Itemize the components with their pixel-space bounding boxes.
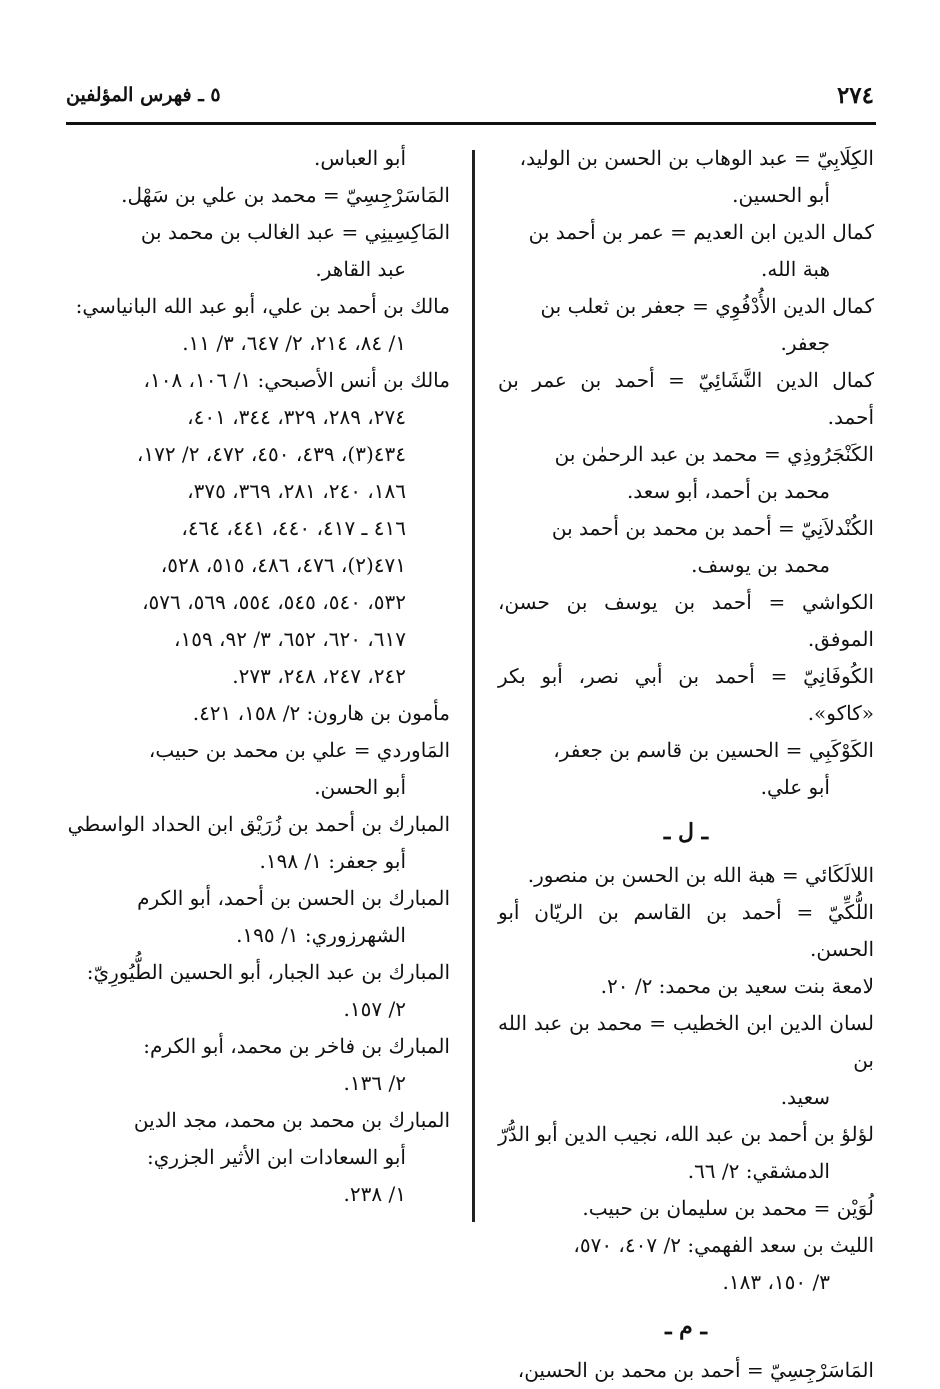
entry-line: كمال الدين الأُدْفُوِي = جعفر بن ثعلب بن: [540, 294, 874, 318]
column-divider: [472, 150, 475, 1222]
section-heading-lam: ـ ل ـ: [663, 819, 709, 845]
entry-line: سعيد.: [780, 1085, 830, 1109]
section-heading-mim: ـ م ـ: [665, 1314, 707, 1340]
entry-line: مالك بن أحمد بن علي، أبو عبد الله البانياسي:: [75, 294, 450, 318]
index-entry: [66, 806, 450, 880]
index-entry: [498, 436, 874, 510]
header-rule: [66, 122, 876, 125]
index-entry: [498, 510, 874, 584]
index-entry: [498, 857, 874, 894]
entry-line: ١/ ٨٤، ٢١٤، ٢/ ٦٤٧، ٣/ ١١.: [182, 331, 406, 355]
entry-line: المبارك بن أحمد بن زُرَيْق ابن الحداد الواسطي: [67, 812, 450, 836]
entry-line: المبارك بن الحسن بن أحمد، أبو الكرم: [137, 886, 450, 910]
entry-line: مأمون بن هارون: ٢/ ١٥٨، ٤٢١.: [192, 701, 450, 725]
index-entry: [498, 584, 874, 658]
entry-line: المَاكِسِينِي = عبد الغالب بن محمد بن: [140, 220, 450, 244]
entry-line: أبو جعفر: ١/ ١٩٨.: [259, 849, 406, 873]
entry-line: كمال الدين ابن العديم = عمر بن أحمد بن: [528, 220, 874, 244]
entry-line: محمد بن يوسف.: [691, 553, 830, 577]
entry-line: محمد بن أحمد، أبو سعد.: [626, 479, 830, 503]
index-entry: [498, 968, 874, 1005]
index-entry: [66, 695, 450, 732]
page-number: ٢٧٤: [836, 82, 874, 109]
entry-line: ٦١٧، ٦٢٠، ٦٥٢، ٣/ ٩٢، ١٥٩،: [174, 627, 406, 651]
entry-line: مالك بن أنس الأصبحي: ١/ ١٠٦، ١٠٨،: [143, 368, 450, 392]
entry-line: ٢٤٢، ٢٤٧، ٢٤٨، ٢٧٣.: [232, 664, 406, 688]
index-entry: [498, 1116, 874, 1190]
index-entry: [498, 894, 874, 968]
entry-line: ٤٣٤(٣)، ٤٣٩، ٤٥٠، ٤٧٢، ٢/ ١٧٢،: [136, 442, 406, 466]
entry-line: أبو العباس.: [313, 146, 406, 170]
index-entry: [498, 1005, 874, 1116]
entry-line: ١٨٦، ٢٤٠، ٢٨١، ٣٦٩، ٣٧٥،: [187, 479, 406, 503]
index-entry: [66, 177, 450, 214]
entry-line: الليث بن سعد الفهمي: ٢/ ٤٠٧، ٥٧٠،: [573, 1233, 874, 1257]
entry-line: ١/ ٢٣٨.: [343, 1182, 406, 1206]
entry-line: أبو علي.: [760, 775, 830, 799]
entry-line: الكِلَابِيّ = عبد الوهاب بن الحسن بن الوليد،: [519, 146, 874, 170]
entry-line: الشهرزوري: ١/ ١٩٥.: [236, 923, 406, 947]
index-entry: [66, 954, 450, 1028]
entry-line: الكُوفَانِيّ = أحمد بن أبي نصر، أبو بكر «كاكو».: [498, 664, 874, 725]
entry-line: ٤٧١(٢)، ٤٧٦، ٤٨٦، ٥١٥، ٥٢٨،: [160, 553, 406, 577]
index-entry: [498, 658, 874, 732]
index-entry: [498, 140, 874, 214]
index-entry: [66, 362, 450, 695]
entry-line: المبارك بن محمد بن محمد، مجد الدين: [133, 1108, 450, 1132]
index-entry: [498, 1190, 874, 1227]
entry-line: عبد القاهر.: [315, 257, 406, 281]
left-column: [66, 140, 450, 1213]
entry-line: ٢٧٤، ٢٨٩، ٣٢٩، ٣٤٤، ٤٠١،: [187, 405, 406, 429]
index-entry: [66, 732, 450, 806]
entry-line: المَاوردي = علي بن محمد بن حبيب،: [148, 738, 450, 762]
entry-line: الكَنْجَرُوذِي = محمد بن عبد الرحمٰن بن: [554, 442, 874, 466]
running-title: ٥ ـ فهرس المؤلفين: [66, 84, 221, 106]
entry-line: أبو الحسين.: [732, 183, 830, 207]
index-entry: [66, 140, 450, 177]
index-entry: [66, 880, 450, 954]
entry-line: ٣/ ١٥٠، ١٨٣.: [722, 1270, 830, 1294]
index-entry: [66, 1102, 450, 1213]
index-entry: [498, 214, 874, 288]
index-entry: [498, 362, 874, 436]
index-entry: [498, 1352, 874, 1389]
entry-line: المَاسَرْجِسِيّ = أحمد بن محمد بن الحسين،: [517, 1358, 874, 1382]
entry-line: ٢/ ١٥٧.: [343, 997, 406, 1021]
entry-line: أبو الحسن.: [314, 775, 406, 799]
entry-line: ٢/ ١٣٦.: [343, 1071, 406, 1095]
entry-line: المبارك بن عبد الجبار، أبو الحسين الطُّيُورِيّ:: [86, 960, 450, 984]
entry-line: لؤلؤ بن أحمد بن عبد الله، نجيب الدين أبو الدُّرّ: [498, 1122, 874, 1146]
index-entry: [66, 288, 450, 362]
entry-line: هبة الله.: [760, 257, 830, 281]
index-entry: [66, 1028, 450, 1102]
entry-line: اللُّكِّيّ = أحمد بن القاسم بن الريّان أبو الحسن.: [498, 900, 874, 961]
entry-line: الكواشي = أحمد بن يوسف بن حسن، الموفق.: [498, 590, 874, 651]
entry-line: كمال الدين النَّشَائِيّ = أحمد بن عمر بن أحمد.: [498, 368, 874, 429]
entry-line: المبارك بن فاخر بن محمد، أبو الكرم:: [143, 1034, 450, 1058]
entry-line: المَاسَرْجِسِيّ = محمد بن علي بن سَهْل.: [121, 183, 450, 207]
page-header: [66, 82, 874, 116]
entry-line: الكَوْكَبِي = الحسين بن قاسم بن جعفر،: [553, 738, 874, 762]
entry-line: لسان الدين ابن الخطيب = محمد بن عبد الله بن: [498, 1011, 874, 1072]
entry-line: ٤١٦ ـ ٤١٧، ٤٤٠، ٤٤١، ٤٦٤،: [181, 516, 406, 540]
entry-line: الدمشقي: ٢/ ٦٦.: [687, 1159, 830, 1183]
entry-line: جعفر.: [780, 331, 830, 355]
right-column: [498, 140, 874, 1389]
entry-line: أبو السعادات ابن الأثير الجزري:: [146, 1145, 406, 1169]
index-entry: [66, 214, 450, 288]
entry-line: اللالَكَائي = هبة الله بن الحسن بن منصور.: [527, 863, 874, 887]
entry-line: لامعة بنت سعيد بن محمد: ٢/ ٢٠.: [600, 974, 874, 998]
entry-line: لُوَيْن = محمد بن سليمان بن حبيب.: [582, 1196, 874, 1220]
index-entry: [498, 1227, 874, 1301]
index-entry: [498, 288, 874, 362]
index-entry: [498, 732, 874, 806]
entry-line: الكُنْدلاَنِيّ = أحمد بن محمد بن أحمد بن: [551, 516, 874, 540]
entry-line: ٥٣٢، ٥٤٠، ٥٤٥، ٥٥٤، ٥٦٩، ٥٧٦،: [142, 590, 406, 614]
